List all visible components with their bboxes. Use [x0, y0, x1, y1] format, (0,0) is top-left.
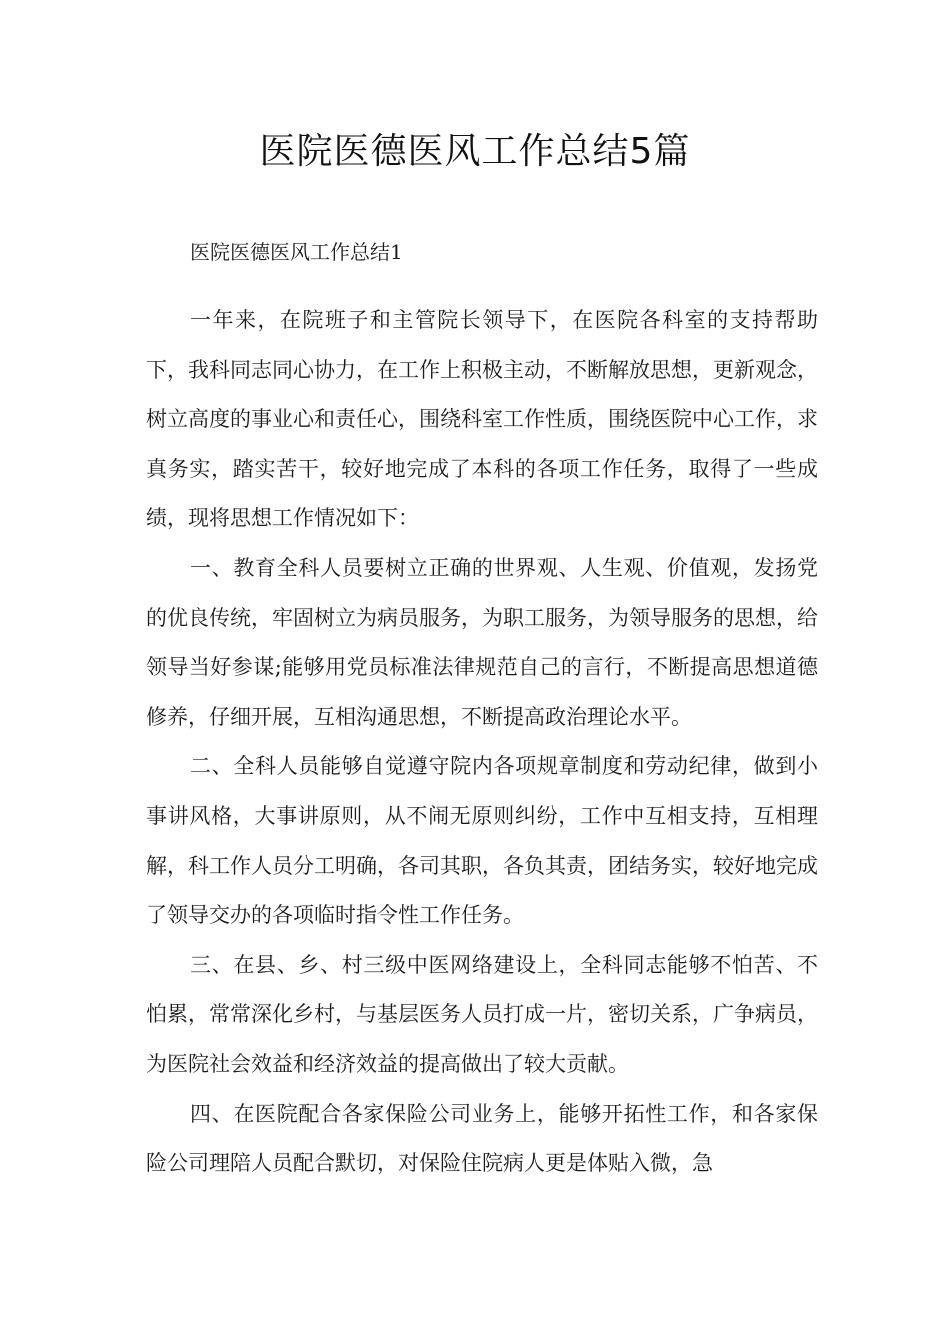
section-heading: 医院医德医风工作总结1: [190, 240, 403, 264]
paragraph-intro: 一年来，在院班子和主管院长领导下，在医院各科室的支持帮助下，我科同志同心协力，在工作上积极主动，不断解放思想，更新观念，树立高度的事业心和责任心，围绕科室工作性质，围绕医院中心工作，求真务实，踏实苦干，较好地完成了本科的各项工作任务，取得了一些成绩，现将思想工作情况如下：: [146, 308, 818, 531]
document-title: 医院医德医风工作总结5篇: [259, 131, 691, 172]
paragraph-item-4: 四、在医院配合各家保险公司业务上，能够开拓性工作，和各家保险公司理陪人员配合默切，对保险住院病人更是体贴入微，急: [146, 1101, 818, 1176]
paragraph-item-3: 三、在县、乡、村三级中医网络建设上，全科同志能够不怕苦、不怕累，常常深化乡村，与基层医务人员打成一片，密切关系，广争病员，为医院社会效益和经济效益的提高做出了较大贡献。: [146, 952, 818, 1076]
paragraph-item-2: 二、全科人员能够自觉遵守院内各项规章制度和劳动纪律，做到小事讲风格，大事讲原则，从不闹无原则纠纷，工作中互相支持，互相理解，科工作人员分工明确，各司其职，各负其责，团结务实，较好地完成了领导交办的各项临时指令性工作任务。: [146, 754, 818, 928]
paragraph-item-1: 一、教育全科人员要树立正确的世界观、人生观、价值观，发扬党的优良传统，牢固树立为病员服务，为职工服务，为领导服务的思想，给领导当好参谋;能够用党员标准法律规范自己的言行，不断提高思想道德修养，仔细开展，互相沟通思想，不断提高政治理论水平。: [146, 555, 818, 729]
document-body: [146, 230, 818, 1189]
